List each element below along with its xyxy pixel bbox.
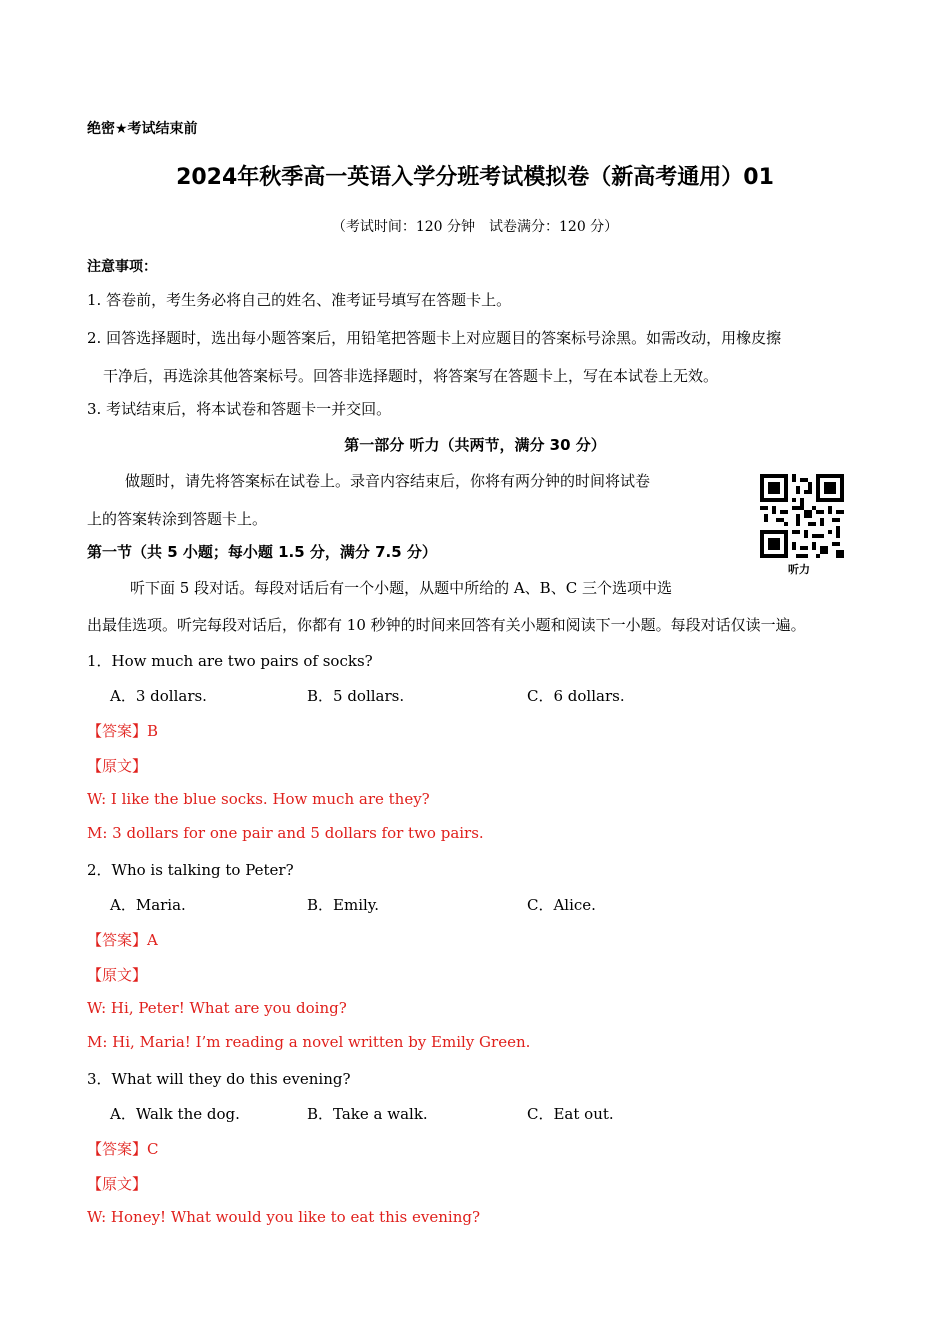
question-stem: 1．How much are two pairs of socks? [87, 652, 373, 670]
note-item: 2. 回答选择题时，选出每小题答案后，用铅笔把答题卡上对应题目的答案标号涂黑。如需改动，用橡皮擦 [87, 329, 782, 347]
transcript-line: W: I like the blue socks. How much are they? [87, 790, 430, 808]
section-heading: 第一节（共 5 小题；每小题 1.5 分，满分 7.5 分） [87, 543, 437, 561]
option-a: A．3 dollars. [110, 687, 207, 705]
transcript-line: W: Hi, Peter! What are you doing? [87, 999, 347, 1017]
exam-info: （考试时间：120 分钟 试卷满分：120 分） [331, 219, 619, 235]
part-intro: 做题时，请先将答案标在试卷上。录音内容结束后，你将有两分钟的时间将试卷 [125, 472, 651, 490]
question-stem: 3．What will they do this evening? [87, 1070, 351, 1088]
answer-label: 【答案】A [87, 931, 158, 949]
transcript-line: M: 3 dollars for one pair and 5 dollars for two pairs. [87, 824, 484, 842]
transcript-label: 【原文】 [87, 966, 148, 984]
option-b: B．Take a walk. [307, 1105, 428, 1123]
answer-label: 【答案】C [87, 1140, 159, 1158]
confidential-label: 绝密★考试结束前 [87, 121, 198, 137]
transcript-line: M: Hi, Maria! I’m reading a novel written by Emily Green. [87, 1033, 531, 1051]
notes-heading: 注意事项： [87, 259, 157, 275]
option-b: B．Emily. [307, 896, 380, 914]
transcript-label: 【原文】 [87, 757, 148, 775]
qr-caption: 听力 [788, 563, 810, 576]
option-a: A．Walk the dog. [110, 1105, 240, 1123]
note-item: 1. 答卷前，考生务必将自己的姓名、准考证号填写在答题卡上。 [87, 291, 512, 309]
note-item: 干净后，再选涂其他答案标号。回答非选择题时，将答案写在答题卡上，写在本试卷上无效。 [103, 367, 719, 385]
answer-label: 【答案】B [87, 722, 159, 740]
page-title: 2024年秋季高一英语入学分班考试模拟卷（新高考通用）01 [176, 165, 774, 190]
option-a: A．Maria. [110, 896, 186, 914]
transcript-line: W: Honey! What would you like to eat this evening? [87, 1208, 481, 1226]
transcript-label: 【原文】 [87, 1175, 148, 1193]
option-c: C．Eat out. [527, 1105, 614, 1123]
qr-code-icon [760, 474, 844, 558]
option-c: C．6 dollars. [527, 687, 625, 705]
section-instructions: 听下面 5 段对话。每段对话后有一个小题，从题中所给的 A、B、C 三个选项中选 [130, 579, 672, 597]
note-item: 3. 考试结束后，将本试卷和答题卡一并交回。 [87, 400, 392, 418]
section-instructions: 出最佳选项。听完每段对话后，你都有 10 秒钟的时间来回答有关小题和阅读下一小题。每段对话仅读一遍。 [87, 616, 806, 634]
question-stem: 2．Who is talking to Peter? [87, 861, 294, 879]
part-intro: 上的答案转涂到答题卡上。 [87, 510, 268, 528]
part-heading: 第一部分 听力（共两节，满分 30 分） [344, 436, 606, 454]
option-b: B．5 dollars. [307, 687, 405, 705]
option-c: C．Alice. [527, 896, 596, 914]
